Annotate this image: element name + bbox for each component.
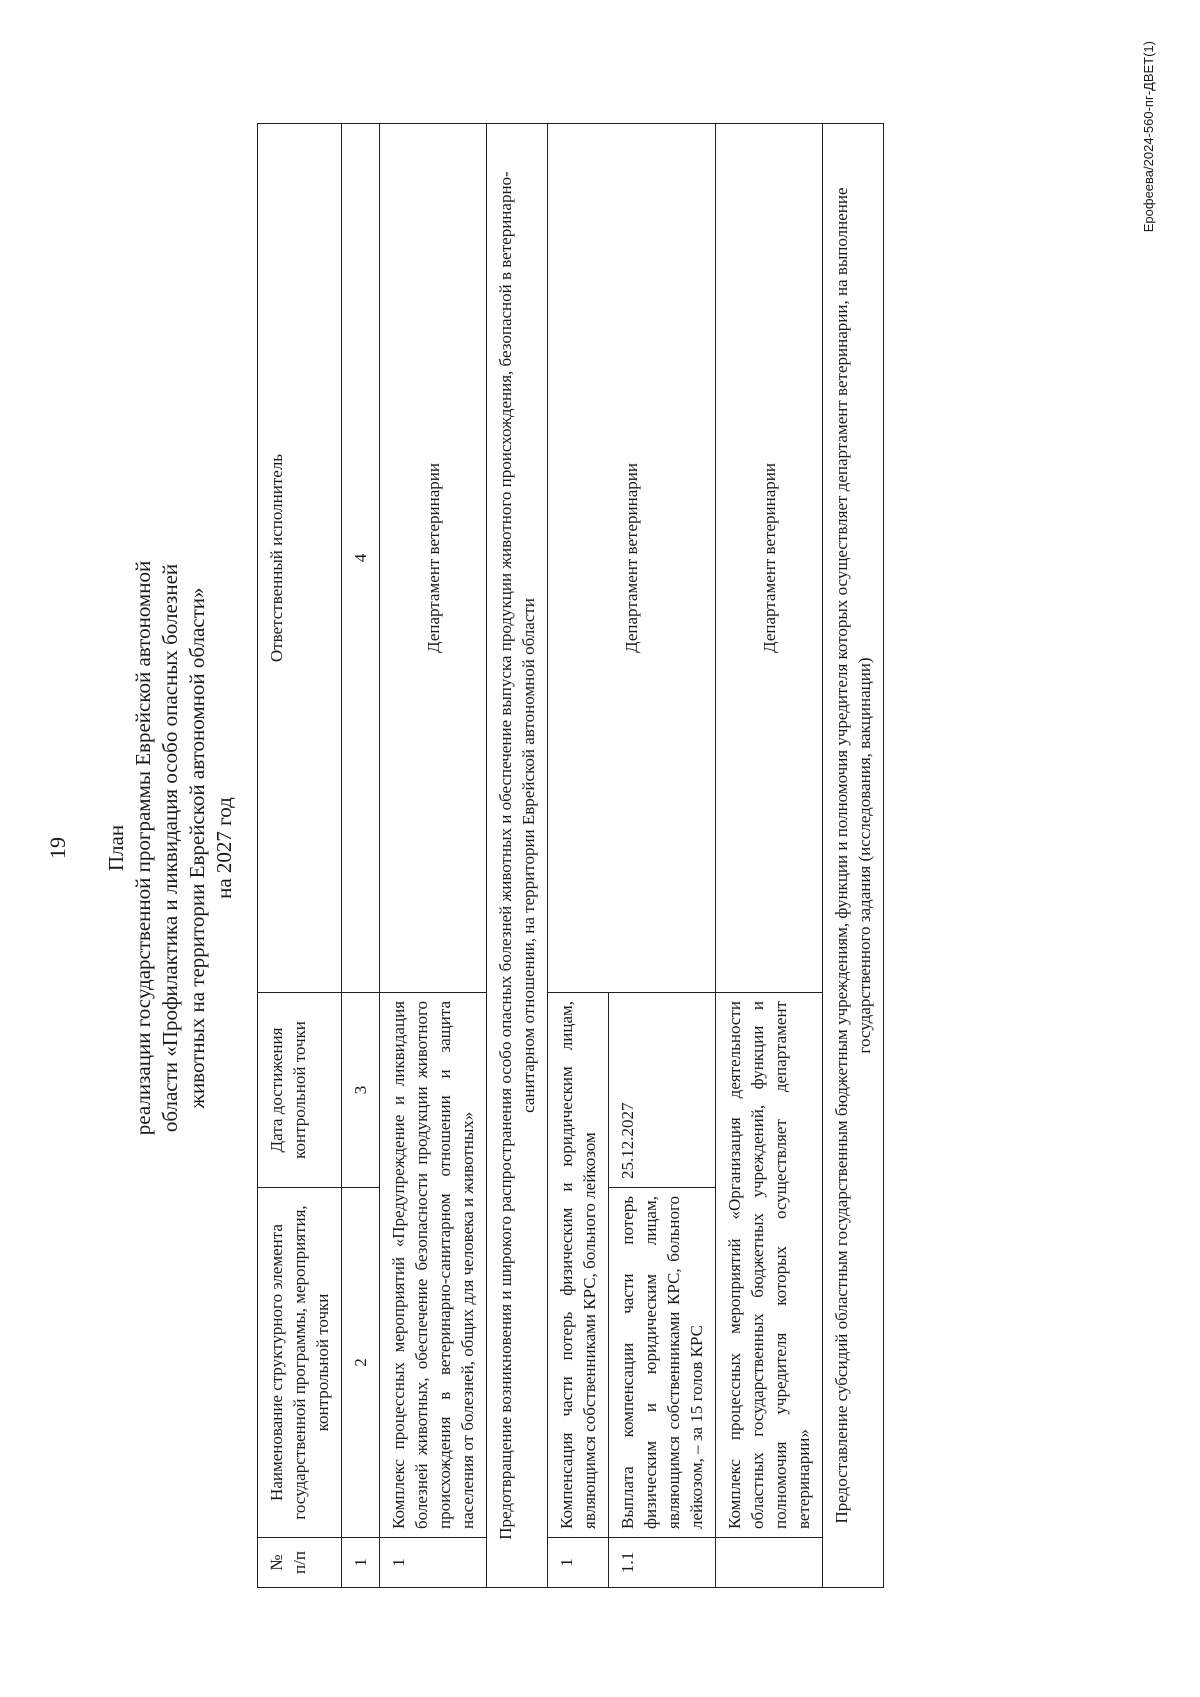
page-number: 19	[45, 837, 70, 859]
rotated-page	[35, 33, 1165, 1663]
row-number: 1	[380, 1538, 487, 1588]
title-line-1: План	[104, 824, 128, 872]
column-numbers-row	[342, 124, 380, 1588]
row-name: Выплата компенсации части потерь физическим и юридическим лицам, являющимся собственниками КРС, больного лейкозом, – за 15 голов КРС	[609, 1188, 716, 1538]
row-responsible: Департамент ветеринарии	[716, 124, 823, 993]
plan-table	[257, 123, 884, 1588]
col-number: 4	[342, 124, 380, 993]
row-name: Комплекс процессных мероприятий «Организация деятельности областных государственных бюджетных учреждений, функции и полномочия учредителя которых осуществляет департамент ветеринарии»	[716, 993, 823, 1538]
title-line-3: области «Профилактика и ликвидация особо опасных болезней	[158, 563, 182, 1133]
col-number: 1	[342, 1538, 380, 1588]
row-number	[716, 1538, 823, 1588]
header-date: Дата достижения контрольной точки	[258, 993, 342, 1188]
table-row	[380, 124, 487, 1588]
section-text: Предоставление субсидий областным государственным бюджетным учреждениям, функции и полномочия учредителя которых осуществляет департамент ветеринарии, на выполнение государственного задания (исследования, вакцинации)	[823, 124, 884, 1588]
section-row	[487, 124, 548, 1588]
col-number: 2	[342, 1188, 380, 1538]
title-line-2: реализации государственной программы Еврейской автономной	[131, 560, 155, 1136]
row-name: Компенсация части потерь физическим и юридическим лицам, являющимся собственниками КРС, больного лейкозом	[548, 993, 609, 1538]
row-date: 25.12.2027	[609, 993, 716, 1188]
header-name: Наименование структурного элемента государственной программы, мероприятия, контрольной точки	[258, 1188, 342, 1538]
row-number: 1.1	[609, 1538, 716, 1588]
row-responsible: Департамент ветеринарии	[548, 124, 716, 993]
col-number: 3	[342, 993, 380, 1188]
document-title	[103, 33, 238, 1663]
section-text: Предотвращение возникновения и широкого распространения особо опасных болезней животных и обеспечение выпуска продукции животного происхождения, безопасной в ветеринарно-санитарном отношении, на территории Еврейской автономной области	[487, 124, 548, 1588]
title-line-4: животных на территории Еврейской автономной области»	[185, 587, 209, 1109]
table-row	[716, 124, 823, 1588]
section-row	[823, 124, 884, 1588]
row-name: Комплекс процессных мероприятий «Предупреждение и ликвидация болезней животных, обеспечение безопасности продукции животного происхождения в ветеринарно-санитарном отношении и защита населения от болезней, общих для человека и животных»	[380, 993, 487, 1538]
row-responsible: Департамент ветеринарии	[380, 124, 487, 993]
header-resp: Ответственный исполнитель	[258, 124, 342, 993]
document-code: Ерофеева/2024-560-пг-ДВЕТ(1)	[1141, 41, 1156, 233]
row-number: 1	[548, 1538, 609, 1588]
table-row	[548, 124, 609, 1588]
title-line-5: на 2027 год	[212, 797, 236, 899]
header-num: № п/п	[258, 1538, 342, 1588]
header-row	[258, 124, 342, 1588]
